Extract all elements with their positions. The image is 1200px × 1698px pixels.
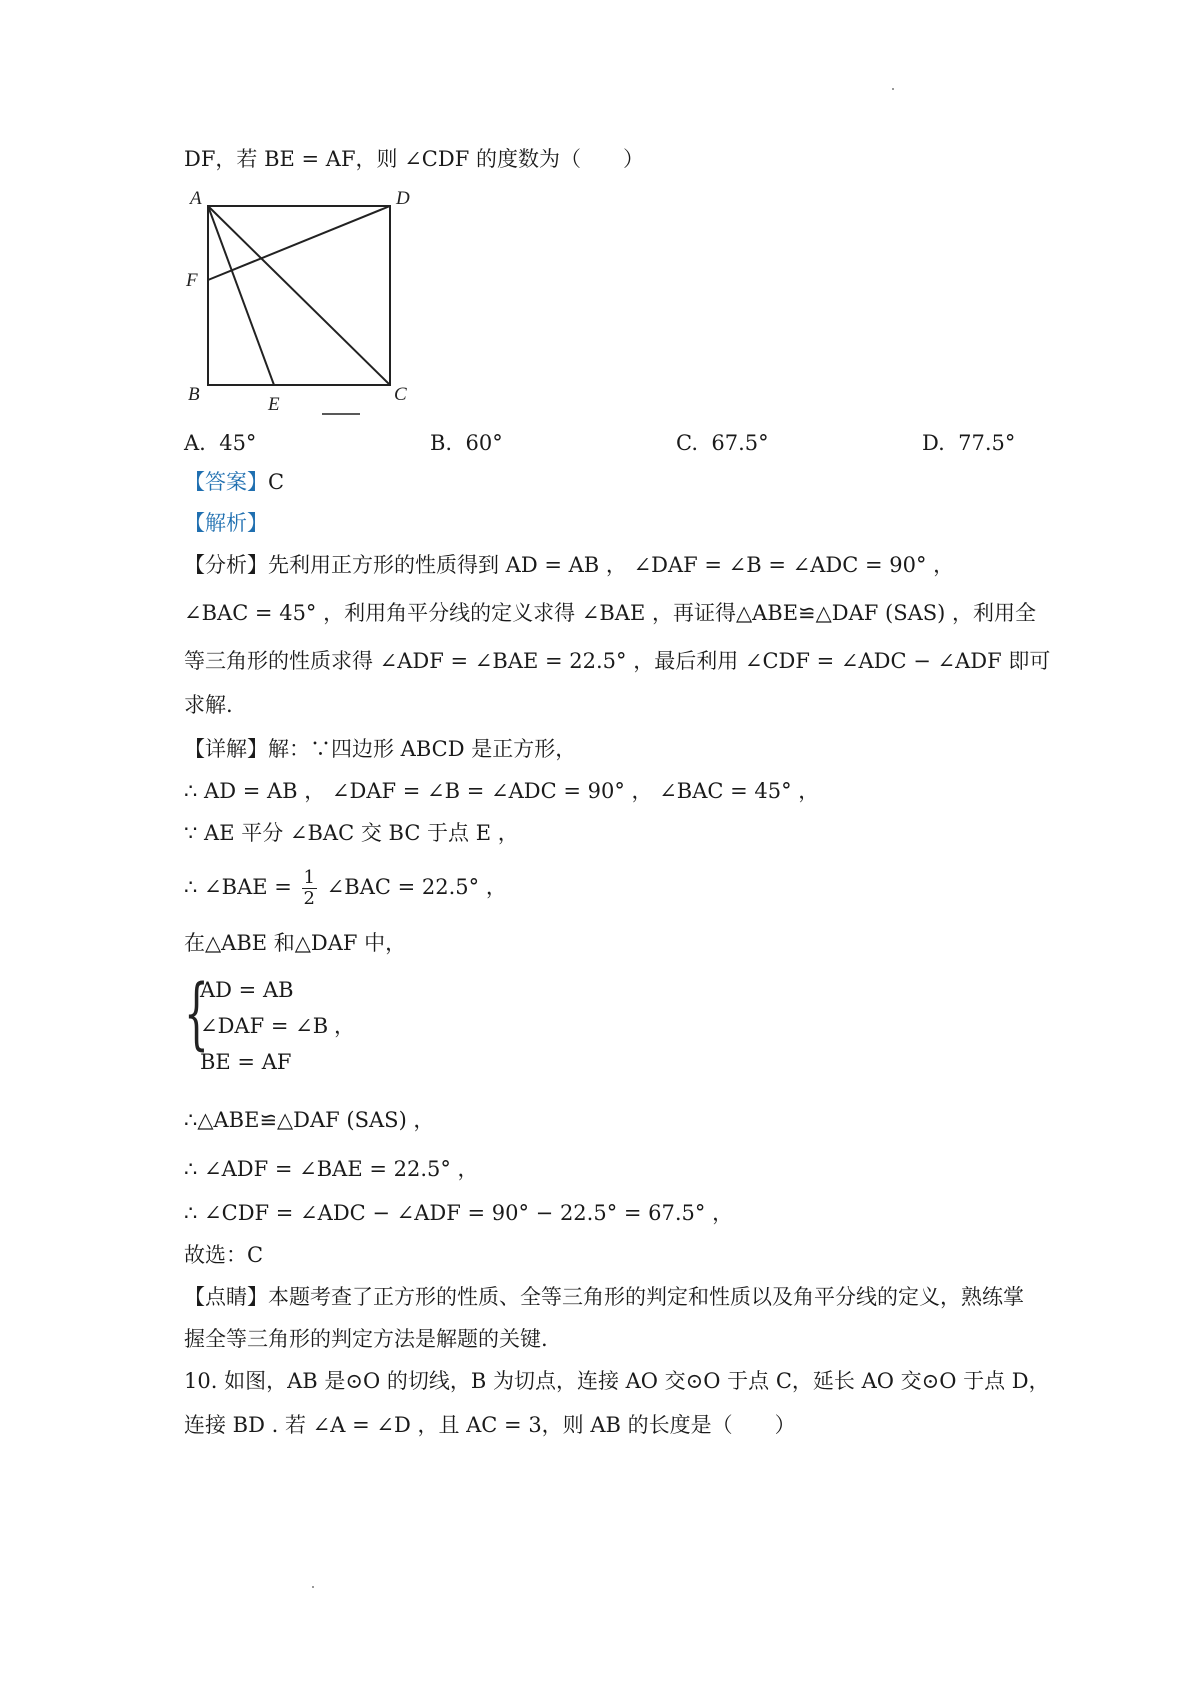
option-b: B. 60° — [430, 431, 503, 455]
square-figure — [180, 188, 420, 424]
detail-line-1: 【详解】解：∵四边形 ABCD 是正方形， — [184, 737, 577, 761]
analysis-tag: 【分析】 — [184, 553, 268, 577]
label-c: C — [394, 384, 407, 405]
label-f: F — [186, 270, 198, 291]
jiexi-line — [184, 508, 268, 538]
label-d: D — [396, 188, 410, 209]
step-8: 故选：C — [184, 1243, 264, 1267]
label-a: A — [190, 188, 202, 209]
option-a: A. 45° — [184, 431, 257, 455]
label-e: E — [268, 394, 280, 415]
answer-value: C — [268, 470, 285, 494]
comment-line-2: 握全等三角形的判定方法是解题的关键. — [184, 1327, 548, 1351]
step-7: ∴ ∠CDF = ∠ADC − ∠ADF = 90° − 22.5° = 67.5° ， — [184, 1201, 734, 1225]
analysis-line-4: 求解. — [184, 693, 233, 717]
label-b: B — [188, 384, 200, 405]
answer-line — [184, 467, 284, 497]
detail-tag: 【详解】 — [184, 737, 268, 761]
scan-dot — [892, 88, 894, 90]
step-2: ∵ AE 平分 ∠BAC 交 BC 于点 E ， — [184, 821, 519, 845]
step-3: ∴ ∠BAE = $\frac{1}{2}$ ∠BAC = 22.5° ， — [184, 867, 507, 909]
comment-tag: 【点睛】 — [184, 1285, 268, 1309]
step-5: ∴△ABE≌△DAF (SAS) ， — [184, 1108, 435, 1132]
option-d: D. 77.5° — [922, 431, 1016, 455]
fraction-one-half: $\frac{1}{2}$ — [303, 867, 315, 909]
option-c: C. 67.5° — [676, 431, 769, 455]
document-page: DF，若 BE = AF，则 ∠CDF 的度数为（ ） A D F B E C A. 45° B. 60° C. 67.5° D. 77.5° 【答案】C 【解析】 【分析】先利用正方形的性质得到 AD = AB ， ∠DAF = ∠B = ∠ADC = 90° ， ∠BAC = 45° ，利用角平分线的定义求得 ∠BAE ，再证得△ABE≌△DAF (SAS) ，利用全 等三角形的性质求得 ∠ADF = ∠BAE = 22.5° ，最后利用 ∠CDF = ∠ADC − ∠ADF 即可 求解. 【详解】解：∵四边形 ABCD 是正方形， ∴ AD = AB ， ∠DAF = ∠B = ∠ADC = 90° ， ∠BAC = 45° ， ∵ AE 平分 ∠BAC 交 BC 于点 E ， ∴ ∠BAE = $\frac{1}{2}$ ∠BAC = 22.5° ， 在△ABE 和△DAF 中， { AD = AB ∠DAF = ∠B BE = AF ， ∴△ABE≌△DAF (SAS) ， ∴ ∠ADF = ∠BAE = 22.5° ， ∴ ∠CDF = ∠ADC − ∠ADF = 90° − 22.5° = 67.5° ， 故选：C 【点睛】本题考查了正方形的性质、全等三角形的判定和性质以及角平分线的定义，熟练掌 握全等三角形的判定方法是解题的关键. 10. 如图，AB 是⊙O 的切线，B 为切点，连接 AO 交⊙O 于点 C，延长 AO 交⊙O 于点 D， 连接 BD . 若 ∠A = ∠D ，且 AC = 3，则 AB 的长度是（ ） — [0, 0, 1200, 1698]
step-4: 在△ABE 和△DAF 中， — [184, 931, 407, 955]
question-10-line-1: 10. 如图，AB 是⊙O 的切线，B 为切点，连接 AO 交⊙O 于点 C，延长 AO 交⊙O 于点 D， — [184, 1369, 1050, 1393]
comment-line-1: 【点睛】本题考查了正方形的性质、全等三角形的判定和性质以及角平分线的定义，熟练掌 — [184, 1285, 1024, 1309]
diagonal-ac — [208, 206, 390, 385]
question-tail: DF，若 BE = AF，则 ∠CDF 的度数为（ ） — [184, 147, 644, 171]
answer-tag: 【答案】 — [184, 470, 268, 494]
segment-ae — [208, 206, 274, 385]
step-6: ∴ ∠ADF = ∠BAE = 22.5° ， — [184, 1157, 479, 1181]
jiexi-tag: 【解析】 — [184, 511, 268, 535]
analysis-line-2: ∠BAC = 45° ，利用角平分线的定义求得 ∠BAE ，再证得△ABE≌△DAF (SAS) ，利用全 — [184, 601, 1037, 625]
segment-df — [208, 206, 390, 280]
left-brace: { — [184, 969, 209, 1059]
step-1: ∴ AD = AB ， ∠DAF = ∠B = ∠ADC = 90° ， ∠BAC = 45° ， — [184, 779, 820, 803]
analysis-line-3: 等三角形的性质求得 ∠ADF = ∠BAE = 22.5° ，最后利用 ∠CDF = ∠ADC − ∠ADF 即可 — [184, 649, 1051, 673]
analysis-line-1: 【分析】先利用正方形的性质得到 AD = AB ， ∠DAF = ∠B = ∠ADC = 90° ， — [184, 553, 955, 577]
scan-dot — [312, 1586, 314, 1588]
question-10-line-2: 连接 BD . 若 ∠A = ∠D ，且 AC = 3，则 AB 的长度是（ ） — [184, 1413, 796, 1437]
